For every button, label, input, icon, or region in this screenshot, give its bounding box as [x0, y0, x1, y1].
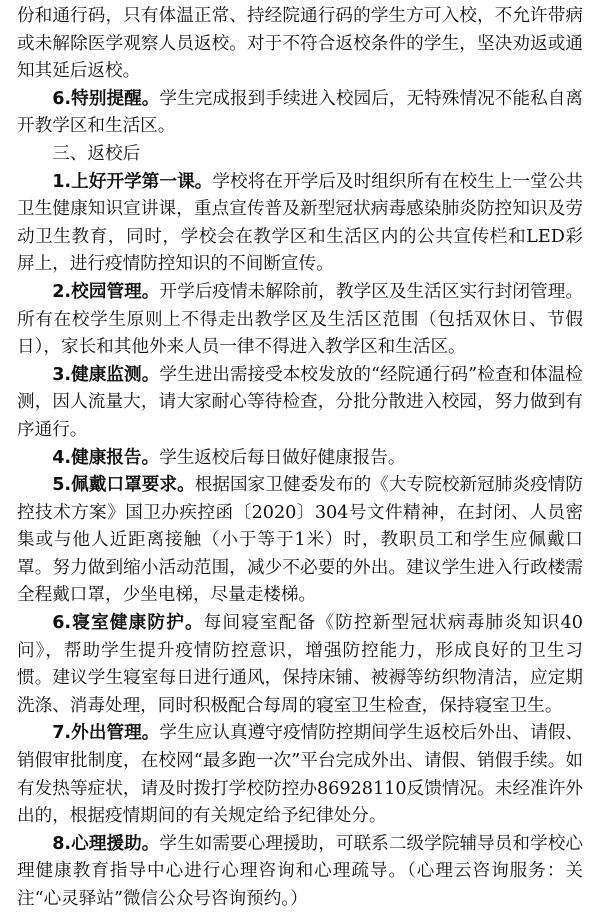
item-body: 学校将在开学后及时组织所有在校生上一堂公共卫生健康知识宣讲课，重点宣传普及新型冠状病毒感染肺炎防控知识及劳动卫生教育，同时，学校会在教学区和生活区内的公共宣传栏和LED彩屏上，进行疫情防控知识的不间断宣传。	[17, 171, 583, 275]
item-body: 学生完成报到手续进入校园后，无特殊情况不能私自离开教学区和生活区。	[17, 88, 583, 137]
item-outing-management	[17, 720, 583, 830]
item-first-lesson	[17, 169, 583, 279]
item-health-monitoring	[17, 362, 583, 445]
item-body: 学生返校后每日做好健康报告。	[159, 447, 406, 468]
item-lead: 3.健康监测。	[52, 364, 160, 385]
item-body: 学生应认真遵守疫情防控期间学生返校后外出、请假、销假审批制度，在校网“最多跑一次”平台完成外出、请假、销假手续。如有发热等症状，请及时拨打学校防控办86928110反馈情况。未经准许外出的，根据疫情期间的有关规定给予纪律处分。	[17, 723, 583, 827]
section-title: 三、返校后	[52, 143, 141, 164]
item-psychological-aid	[17, 831, 583, 914]
item-lead: 6.特别提醒。	[52, 88, 160, 109]
intro-continuation: 份和通行码，只有体温正常、持经院通行码的学生方可入校，不允许带病或未解除医学观察人员返校。对于不符合返校条件的学生，坚决劝返或通知其延后返校。	[17, 6, 583, 82]
item-body: 学生进出需接受本校发放的“经院通行码”检查和体温检测，因人流量大，请大家耐心等待检查，分批分散进入校园，努力做到有序通行。	[17, 364, 583, 440]
item-special-reminder	[17, 86, 583, 141]
item-lead: 2.校园管理。	[52, 281, 160, 302]
item-lead: 8.心理援助。	[52, 833, 160, 854]
item-mask-requirements	[17, 472, 583, 610]
item-campus-management	[17, 279, 583, 362]
item-lead: 7.外出管理。	[52, 723, 160, 744]
item-body: 学生如需要心理援助，可联系二级学院辅导员和学校心理健康教育指导中心进行心理咨询和心理疏导。（心理云咨询服务：关注“心灵驿站”微信公众号咨询预约。）	[17, 833, 583, 909]
item-lead: 6.寝室健康防护。	[52, 613, 204, 634]
item-dorm-protection	[17, 610, 583, 720]
item-health-report	[17, 445, 583, 473]
item-lead: 4.健康报告。	[52, 447, 160, 468]
item-lead: 1.上好开学第一课。	[52, 171, 213, 192]
item-lead: 5.佩戴口罩要求。	[52, 475, 195, 496]
item-body: 开学后疫情未解除前，教学区及生活区实行封闭管理。所有在校学生原则上不得走出教学区及生活区范围（包括双休日、节假日），家长和其他外来人员一律不得进入教学区和生活区。	[17, 281, 583, 358]
item-body: 每间寝室配备《防控新型冠状病毒肺炎知识40问》，帮助学生提升疫情防控意识，增强防控能力，形成良好的卫生习惯。建议学生寝室每日进行通风，保持床铺、被褥等纺织物清洁，应定期洗涤、消毒处理，同时积极配合每周的寝室卫生检查，保持寝室卫生。	[17, 613, 583, 716]
item-body: 根据国家卫健委发布的《大专院校新冠肺炎疫情防控技术方案》国卫办疾控函〔2020〕304号文件精神，在封闭、人员密集或与他人近距离接触（小于等于1米）时，教职员工和学生应佩戴口罩。努力做到缩小活动范围，减少不必要的外出。建议学生进入行政楼需全程戴口罩，少坐电梯，尽量走楼梯。	[17, 475, 583, 606]
